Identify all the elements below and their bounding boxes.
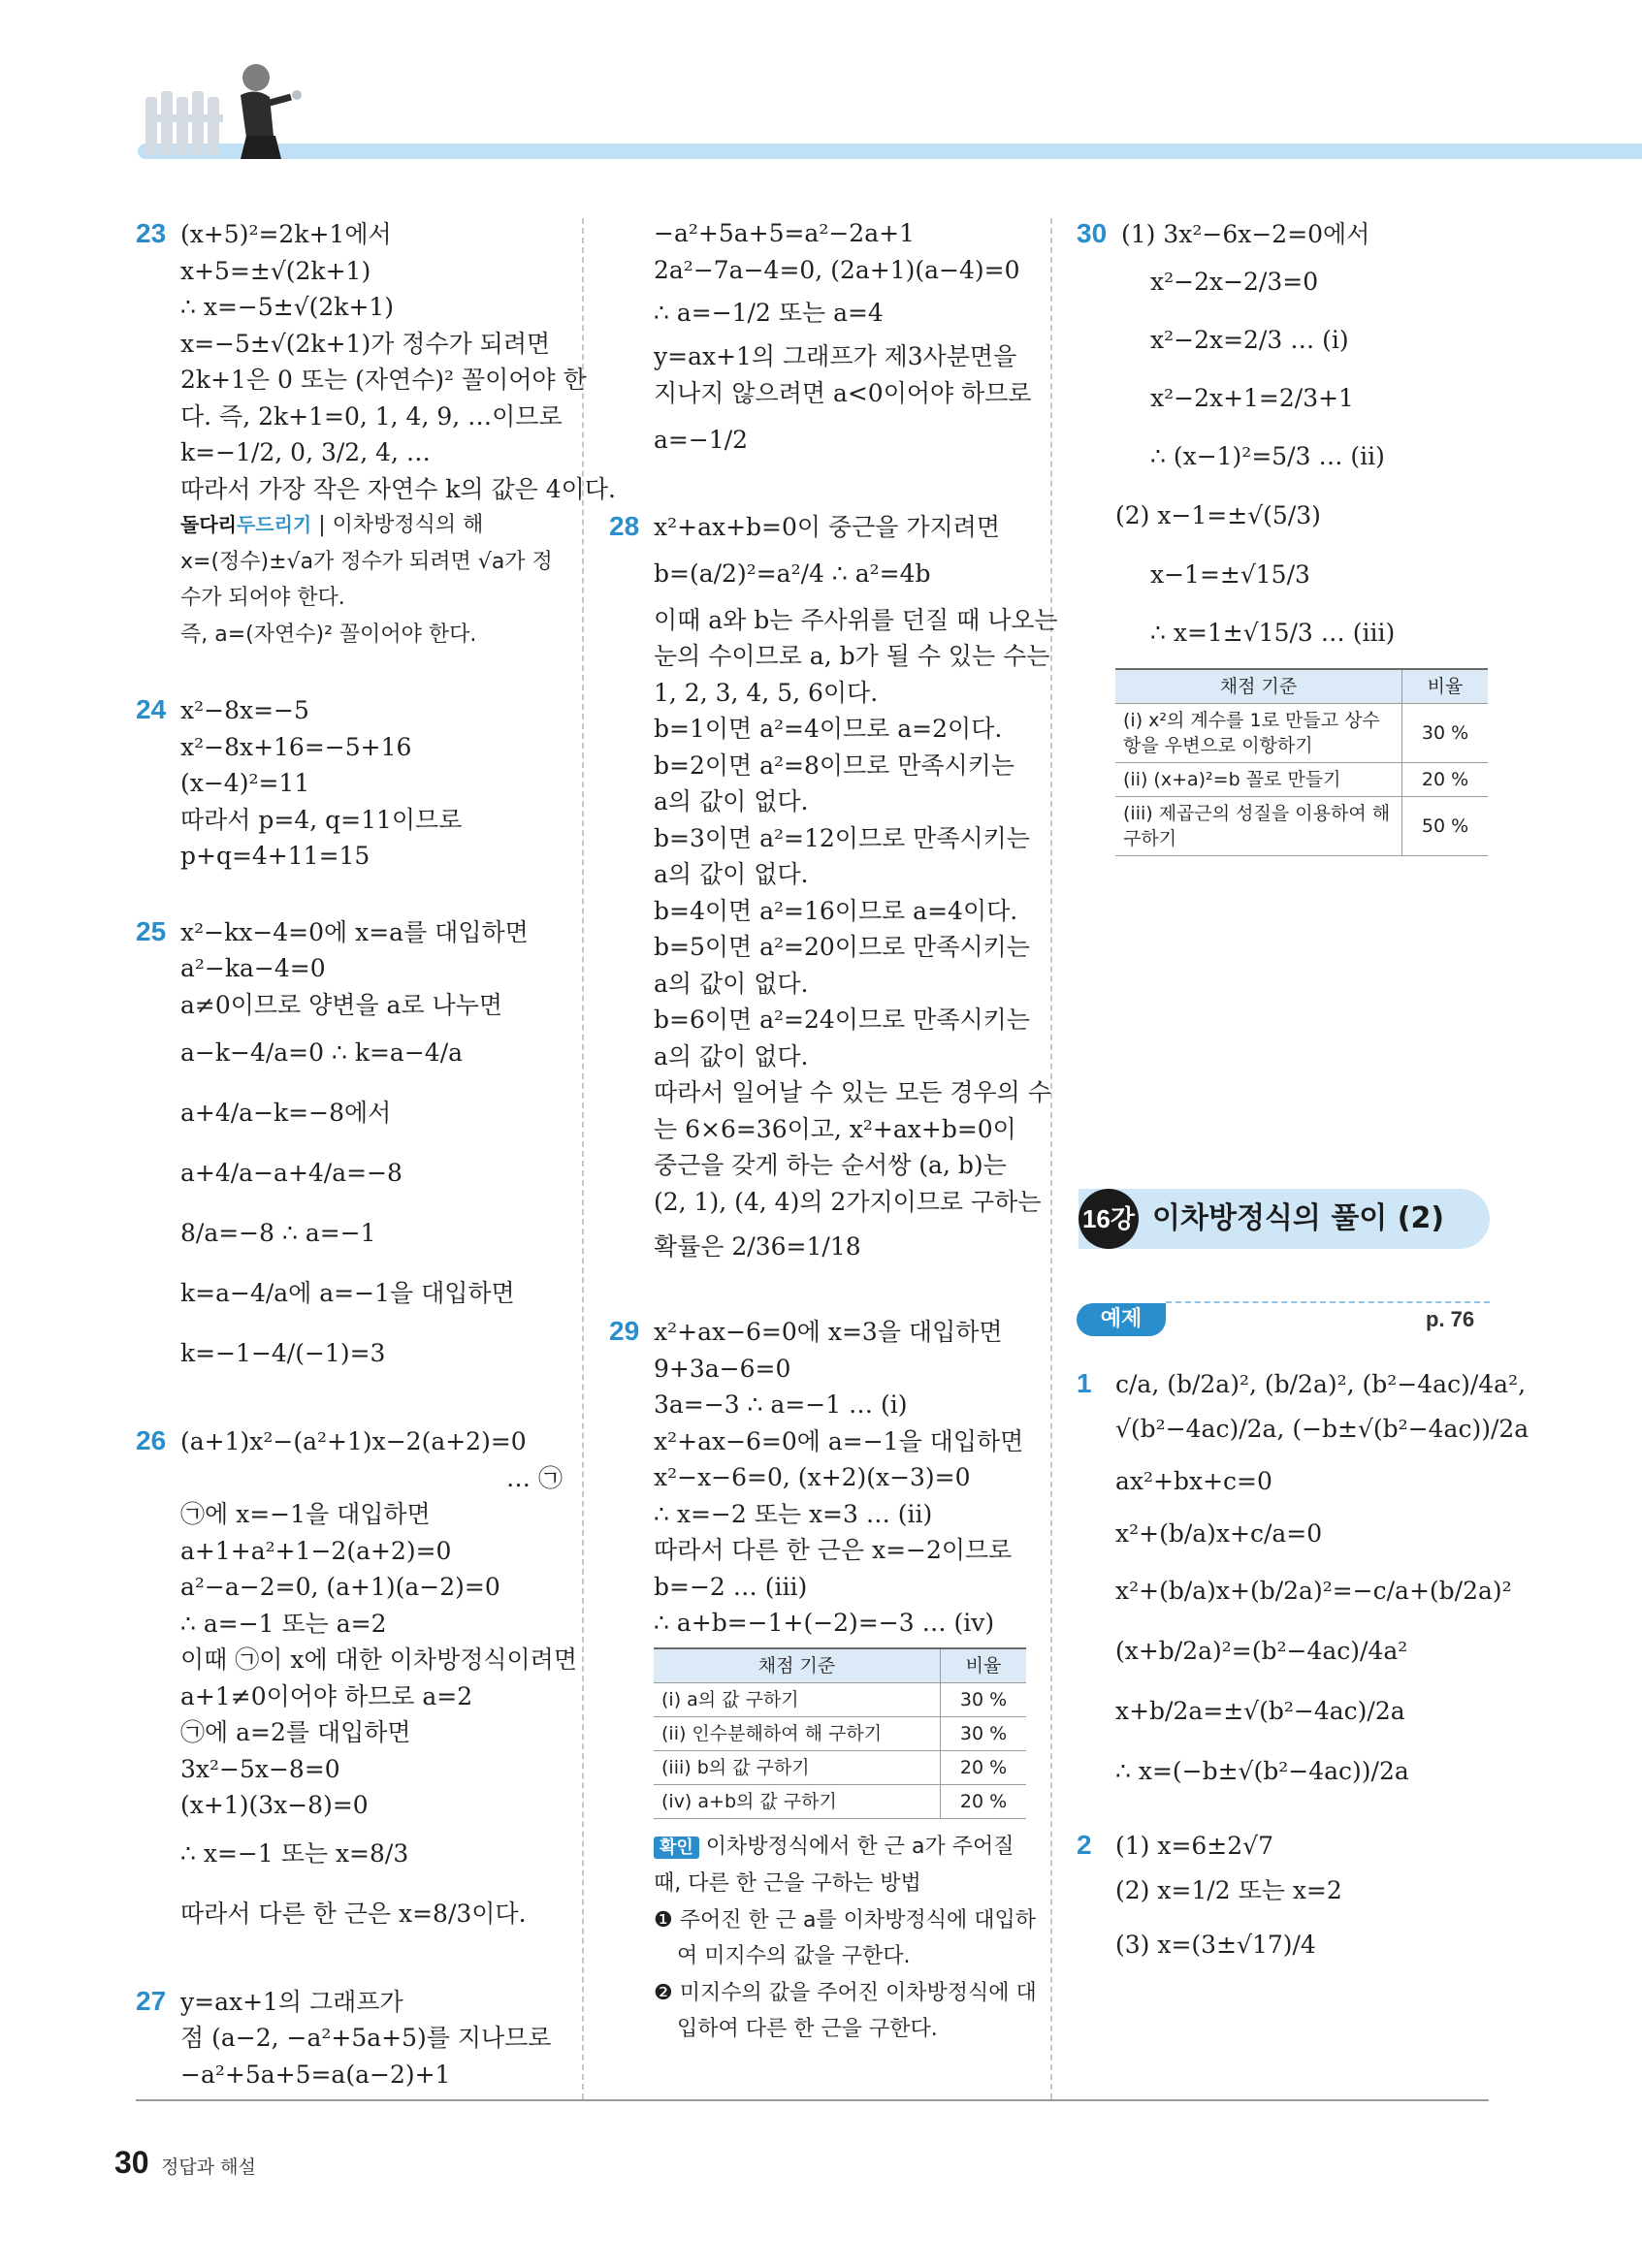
solution-line: ∴ x=−2 또는 x=3 … (ii) <box>654 1499 933 1528</box>
column-2 <box>609 215 1058 2087</box>
solution-line: ㉠에 x=−1을 대입하면 <box>180 1500 431 1528</box>
tip-box: 돌다리두드리기 | 이차방정식의 해 x=(정수)±√a가 정수가 되려면 √a가 정 수가 되어야 한다. 즉, a=(자연수)² 꼴이어야 한다. <box>136 507 563 653</box>
solution-line: (x+1)(3x−8)=0 <box>180 1791 369 1819</box>
example-tag: 예제 <box>1077 1303 1166 1336</box>
section-title: 이차방정식의 풀이 (2) <box>1152 1201 1445 1235</box>
footer-rule <box>136 2099 1489 2101</box>
column-divider-2 <box>1050 218 1052 2099</box>
solution-line: 1, 2, 3, 4, 5, 6이다. <box>654 678 879 707</box>
check-line: ❶ 주어진 한 근 a를 이차방정식에 대입하 <box>654 1907 1036 1933</box>
problem-28 <box>609 508 1058 1274</box>
problem-number: 23 <box>136 218 167 248</box>
solution-line: ∴ a=−1 또는 a=2 <box>180 1609 387 1638</box>
lesson-badge: 16강 <box>1079 1189 1139 1249</box>
problem-number: 30 <box>1077 218 1108 248</box>
problem-number: 29 <box>609 1316 640 1346</box>
page-number: 30 <box>114 2145 149 2180</box>
solution-line: 9+3a−6=0 <box>654 1354 791 1383</box>
solution-line: ∴ x=(−b±√(b²−4ac))/2a <box>1115 1757 1409 1785</box>
solution-line: 는 6×6=36이고, x²+ax+b=0이 <box>654 1114 1016 1143</box>
solution-line: −a²+5a+5=a²−2a+1 <box>654 219 915 247</box>
solution-line: a²−ka−4=0 <box>180 954 326 982</box>
tip-line: 즉, a=(자연수)² 꼴이어야 한다. <box>180 622 477 647</box>
example-page-ref: p. 76 <box>1426 1307 1475 1331</box>
example-divider <box>1166 1301 1490 1303</box>
scoring-table <box>1115 668 1488 856</box>
solution-line: (2) x=1/2 또는 x=2 <box>1115 1876 1342 1904</box>
table-header: 채점 기준 <box>1115 669 1402 704</box>
table-row <box>654 1716 1026 1750</box>
solution-line: a+4/a−a+4/a=−8 <box>180 1159 402 1187</box>
table-cell: 20 % <box>941 1750 1027 1784</box>
check-box <box>609 1829 1037 2048</box>
solution-line: x=−5±√(2k+1)가 정수가 되려면 <box>180 329 551 358</box>
problem-29 <box>609 1313 1037 2048</box>
check-line: 이차방정식에서 한 근 a가 주어질 <box>705 1834 1014 1859</box>
solution-line: 따라서 일어날 수 있는 모든 경우의 수 <box>654 1078 1051 1106</box>
solution-line: 3a=−3 ∴ a=−1 … (i) <box>654 1390 908 1419</box>
solution-line: a−k−4/a=0 ∴ k=a−4/a <box>180 1038 464 1067</box>
check-line: ❷ 미지수의 값을 주어진 이차방정식에 대 <box>654 1980 1037 2005</box>
solution-line: (x+b/2a)²=(b²−4ac)/4a² <box>1115 1637 1408 1665</box>
example-2 <box>1077 1827 1503 1972</box>
solution-line: c/a, (b/2a)², (b/2a)², (b²−4ac)/4a², <box>1115 1370 1527 1398</box>
tip-line: 수가 되어야 한다. <box>180 586 345 610</box>
solution-line: 중근을 갖게 하는 순서쌍 (a, b)는 <box>654 1151 1007 1179</box>
tip-tag: 돌다리 <box>180 513 237 536</box>
problem-number: 2 <box>1077 1830 1092 1860</box>
problem-26 <box>136 1422 577 1944</box>
problem-27 <box>136 1983 563 2093</box>
solution-line: 3x²−5x−8=0 <box>180 1754 340 1783</box>
problem-24 <box>136 691 563 875</box>
solution-line: 이때 ㉠이 x에 대한 이차방정식이려면 <box>180 1645 577 1674</box>
solution-line: x²+ax−6=0에 x=3을 대입하면 <box>654 1318 1003 1346</box>
check-tag: 확인 <box>654 1837 699 1859</box>
problem-number: 28 <box>609 511 640 541</box>
solution-line: a≠0이므로 양변을 a로 나누면 <box>180 990 503 1019</box>
solution-line: 점 (a−2, −a²+5a+5)를 지나므로 <box>180 2024 552 2052</box>
solution-line: 다. 즉, 2k+1=0, 1, 4, 9, …이므로 <box>180 401 563 431</box>
scoring-table <box>654 1647 1026 1819</box>
equation-marker: … ㉠ <box>506 1463 563 1492</box>
solution-line: x²+ax+b=0이 중근을 가지려면 <box>654 513 1000 541</box>
table-row <box>1115 762 1488 796</box>
solution-line: ∴ x=1±√15/3 … (iii) <box>1150 618 1396 647</box>
problem-number: 26 <box>136 1425 167 1455</box>
solution-line: (2) x−1=±√(5/3) <box>1115 500 1321 529</box>
solution-line: p+q=4+11=15 <box>180 842 370 870</box>
solution-line: a=−1/2 <box>654 426 749 454</box>
solution-line: x²−2x+1=2/3+1 <box>1150 383 1354 412</box>
solution-line: ∴ a=−1/2 또는 a=4 <box>654 299 884 327</box>
solution-line: k=a−4/a에 a=−1을 대입하면 <box>180 1279 515 1307</box>
problem-25 <box>136 913 563 1385</box>
solution-line: (x−4)²=11 <box>180 769 310 797</box>
solution-line: x²−2x−2/3=0 <box>1150 267 1319 296</box>
solution-line: x²−8x=−5 <box>180 696 309 724</box>
solution-line: (2, 1), (4, 4)의 2가지이므로 구하는 <box>654 1187 1042 1216</box>
solution-line: b=3이면 a²=12이므로 만족시키는 <box>654 823 1030 852</box>
example-1 <box>1077 1365 1529 1802</box>
solution-line: ∴ (x−1)²=5/3 … (ii) <box>1150 441 1385 470</box>
solution-line: a+1+a²+1−2(a+2)=0 <box>180 1536 452 1565</box>
solution-line: (x+5)²=2k+1에서 <box>180 220 392 248</box>
solution-line: a+1≠0이어야 하므로 a=2 <box>180 1681 473 1710</box>
column-3 <box>1077 215 1503 895</box>
column-1 <box>136 215 616 2131</box>
solution-line: 따라서 다른 한 근은 x=8/3이다. <box>180 1899 527 1928</box>
solution-line: ㉠에 a=2를 대입하면 <box>180 1718 411 1746</box>
solution-line: b=2이면 a²=8이므로 만족시키는 <box>654 751 1015 780</box>
table-header: 비율 <box>941 1648 1027 1683</box>
solution-line: 확률은 2/36=1/18 <box>654 1232 861 1261</box>
solution-line: x²−kx−4=0에 x=a를 대입하면 <box>180 917 529 946</box>
solution-line: 지나지 않으려면 a<0이어야 하므로 <box>654 378 1032 407</box>
table-cell: 50 % <box>1402 796 1489 855</box>
solution-line: 2a²−7a−4=0, (2a+1)(a−4)=0 <box>654 255 1020 284</box>
table-cell: 30 % <box>941 1716 1027 1750</box>
solution-line: a의 값이 없다. <box>654 1041 809 1070</box>
solution-line: x+5=±√(2k+1) <box>180 256 371 285</box>
table-cell: (iii) b의 값 구하기 <box>654 1750 941 1784</box>
table-row <box>1115 796 1488 855</box>
tip-tag-2: 두드리기 <box>236 513 312 536</box>
problem-number: 27 <box>136 1985 167 2016</box>
footer-label: 정답과 해설 <box>161 2156 256 2178</box>
solution-line: a+4/a−k=−8에서 <box>180 1099 392 1127</box>
solution-line: ∴ x=−5±√(2k+1) <box>180 293 395 321</box>
solution-line: ∴ a+b=−1+(−2)=−3 … (iv) <box>654 1609 995 1637</box>
solution-line: 이때 a와 b는 주사위를 던질 때 나오는 <box>654 605 1058 634</box>
table-cell: (i) a의 값 구하기 <box>654 1682 941 1716</box>
problem-27-continued <box>609 215 1032 469</box>
section-header <box>1079 1189 1490 1249</box>
solution-line: x−1=±√15/3 <box>1150 559 1310 589</box>
table-cell: (ii) 인수분해하여 해 구하기 <box>654 1716 941 1750</box>
solution-line: 눈의 수이므로 a, b가 될 수 있는 수는 <box>654 642 1050 670</box>
solution-line: −a²+5a+5=a(a−2)+1 <box>180 2060 451 2089</box>
table-cell: (iv) a+b의 값 구하기 <box>654 1784 941 1818</box>
example-solutions <box>1077 1365 1529 1972</box>
solution-line: √(b²−4ac)/2a, (−b±√(b²−4ac))/2a <box>1115 1415 1529 1443</box>
problem-23 <box>136 215 616 653</box>
solution-line: x²+(b/a)x+c/a=0 <box>1115 1519 1323 1548</box>
solution-line: b=4이면 a²=16이므로 a=4이다. <box>654 896 1018 925</box>
table-header: 비율 <box>1402 669 1489 704</box>
solution-line: x²+(b/a)x+(b/2a)²=−c/a+(b/2a)² <box>1115 1577 1512 1605</box>
tip-line: x=(정수)±√a가 정수가 되려면 √a가 정 <box>180 549 553 574</box>
problem-number: 1 <box>1077 1368 1092 1398</box>
solution-line: 2k+1은 0 또는 (자연수)² 꼴이어야 한 <box>180 366 587 394</box>
table-cell: (iii) 제곱근의 성질을 이용하여 해 구하기 <box>1115 796 1402 855</box>
check-line: 여 미지수의 값을 구한다. <box>677 1944 911 1968</box>
solution-line: 따라서 가장 작은 자연수 k의 값은 4이다. <box>180 474 616 503</box>
table-row <box>654 1682 1026 1716</box>
table-row <box>654 1750 1026 1784</box>
solution-line: a²−a−2=0, (a+1)(a−2)=0 <box>180 1573 500 1601</box>
solution-line: b=−2 … (iii) <box>654 1572 808 1601</box>
solution-line: (a+1)x²−(a²+1)x−2(a+2)=0 <box>180 1427 527 1455</box>
solution-line: a의 값이 없다. <box>654 787 809 815</box>
solution-line: y=ax+1의 그래프가 제3사분면을 <box>654 342 1017 370</box>
table-cell: 20 % <box>941 1784 1027 1818</box>
solution-line: (1) x=6±2√7 <box>1115 1832 1274 1860</box>
problem-number: 25 <box>136 915 167 946</box>
problem-number: 24 <box>136 694 167 724</box>
table-cell: (ii) (x+a)²=b 꼴로 만들기 <box>1115 762 1402 796</box>
table-header: 채점 기준 <box>654 1648 941 1683</box>
solution-line: (1) 3x²−6x−2=0에서 <box>1121 220 1370 248</box>
solution-line: 따라서 p=4, q=11이므로 <box>180 805 463 834</box>
solution-line: x²−8x+16=−5+16 <box>180 732 412 761</box>
table-cell: 30 % <box>1402 703 1489 762</box>
solution-line: 8/a=−8 ∴ a=−1 <box>180 1219 376 1247</box>
solution-line: y=ax+1의 그래프가 <box>180 1987 403 2016</box>
solution-line: ∴ x=−1 또는 x=8/3 <box>180 1838 409 1868</box>
solution-line: a의 값이 없다. <box>654 969 809 998</box>
solution-line: k=−1−4/(−1)=3 <box>180 1339 386 1367</box>
table-cell: 20 % <box>1402 762 1489 796</box>
check-line: 입하여 다른 한 근을 구한다. <box>677 2017 938 2041</box>
solution-line: b=(a/2)²=a²/4 ∴ a²=4b <box>654 559 931 588</box>
solution-line: a의 값이 없다. <box>654 860 809 888</box>
problem-30 <box>1077 215 1503 856</box>
gardener-illustration <box>145 58 310 163</box>
table-cell: (i) x²의 계수를 1로 만들고 상수항을 우변으로 이항하기 <box>1115 703 1402 762</box>
solution-line: b=6이면 a²=24이므로 만족시키는 <box>654 1006 1030 1034</box>
solution-line: b=5이면 a²=20이므로 만족시키는 <box>654 933 1030 961</box>
solution-line: x²+ax−6=0에 a=−1을 대입하면 <box>654 1426 1024 1455</box>
table-row <box>1115 703 1488 762</box>
solution-line: ax²+bx+c=0 <box>1115 1467 1272 1495</box>
solution-line: 따라서 다른 한 근은 x=−2이므로 <box>654 1536 1013 1564</box>
solution-line: x²−2x=2/3 … (i) <box>1150 325 1349 354</box>
solution-line: k=−1/2, 0, 3/2, 4, … <box>180 438 431 466</box>
table-cell: 30 % <box>941 1682 1027 1716</box>
solution-line: (3) x=(3±√17)/4 <box>1115 1931 1316 1959</box>
header-banner <box>138 144 1642 159</box>
solution-line: x+b/2a=±√(b²−4ac)/2a <box>1115 1697 1405 1725</box>
solution-line: b=1이면 a²=4이므로 a=2이다. <box>654 715 1003 743</box>
check-line: 때, 다른 한 근을 구하는 방법 <box>654 1871 921 1896</box>
solution-line: x²−x−6=0, (x+2)(x−3)=0 <box>654 1463 971 1491</box>
table-row <box>654 1784 1026 1818</box>
tip-title: 이차방정식의 해 <box>332 513 484 537</box>
